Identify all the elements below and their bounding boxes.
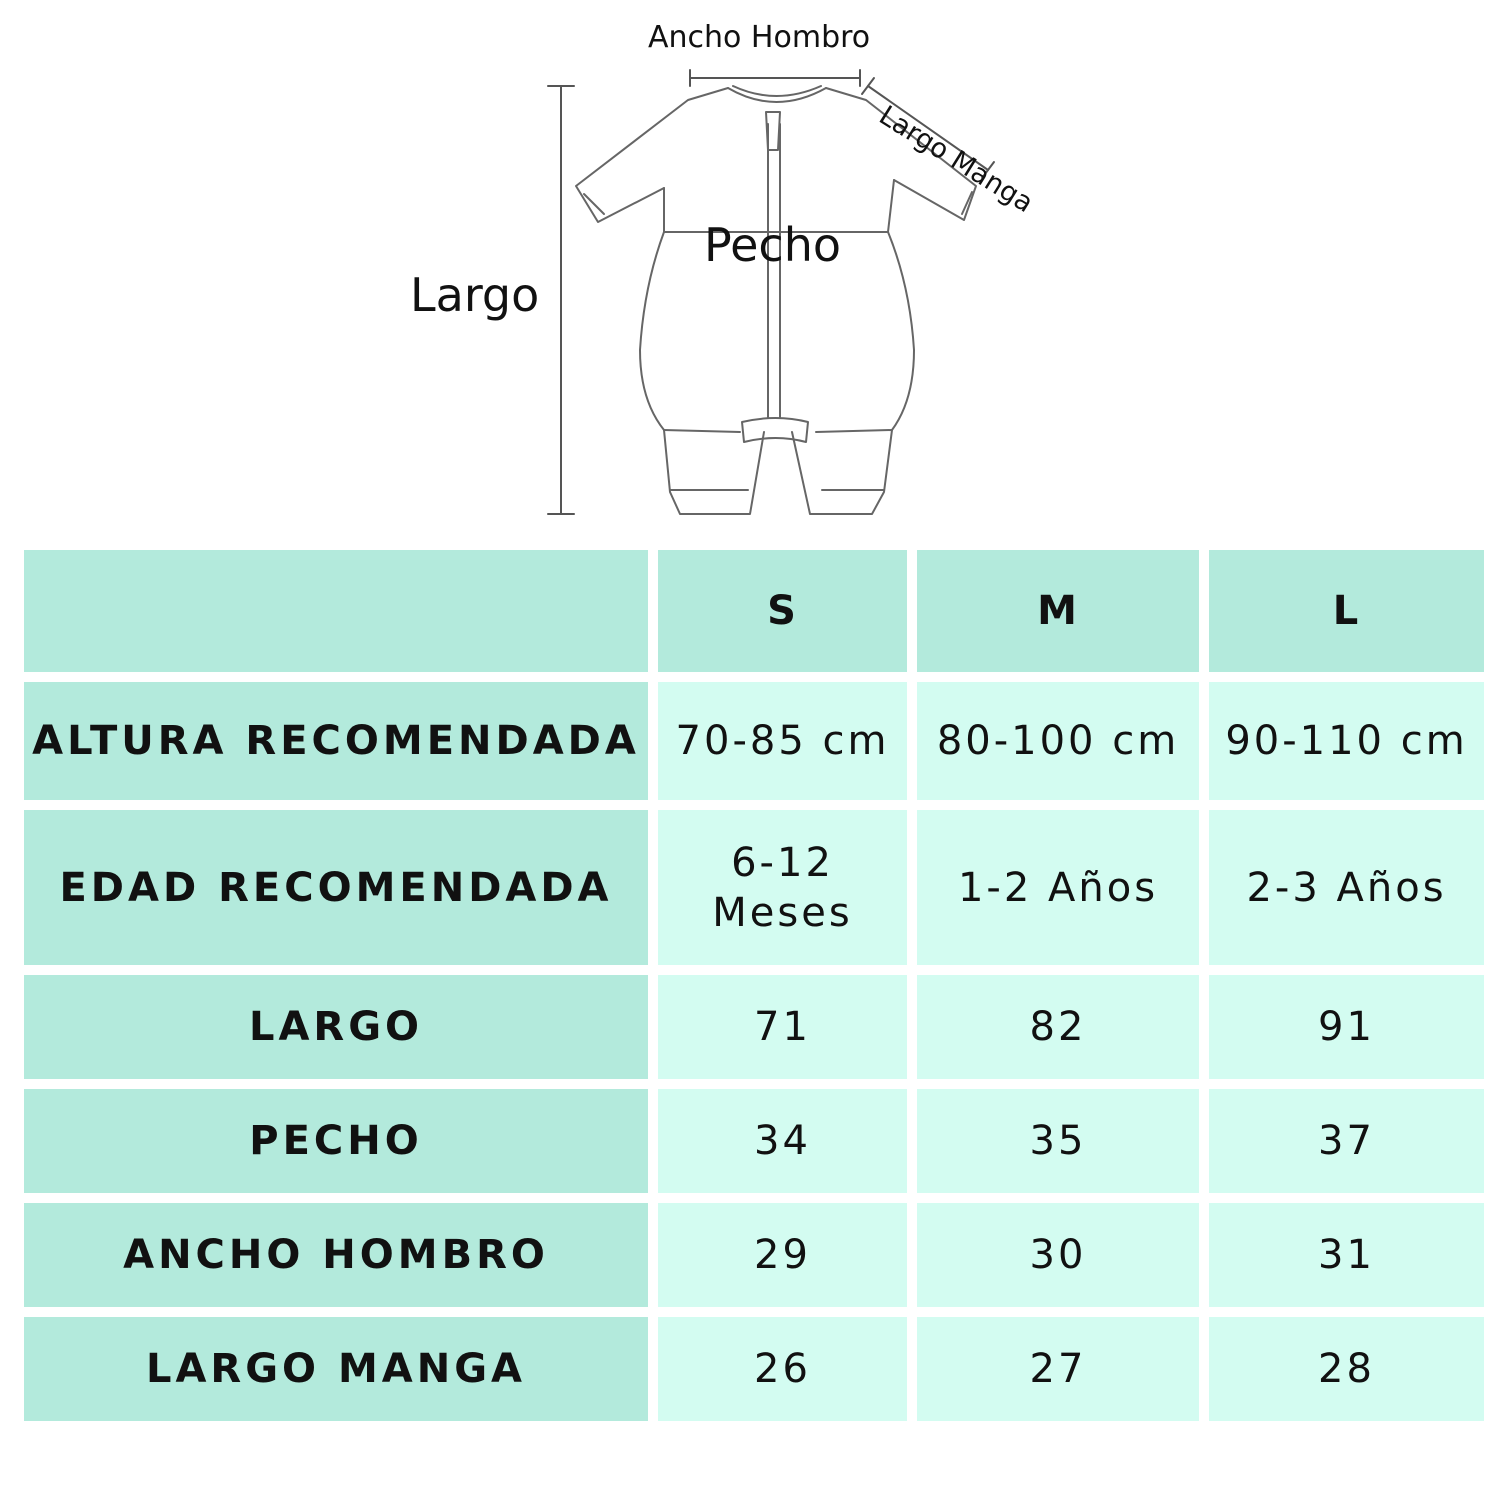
value-cell: 27 bbox=[917, 1317, 1199, 1421]
value-cell: 71 bbox=[658, 975, 907, 1079]
table-header-row bbox=[24, 550, 1484, 672]
table-row bbox=[24, 1203, 1484, 1307]
length-measure-line bbox=[548, 86, 574, 514]
value-cell: 90-110 cm bbox=[1209, 682, 1484, 800]
size-label: L bbox=[1332, 588, 1361, 634]
value-cell: 34 bbox=[658, 1089, 907, 1193]
row-label: ALTURA RECOMENDADA bbox=[24, 682, 648, 800]
row-label: LARGO MANGA bbox=[24, 1317, 648, 1421]
value-cell: 1-2 Años bbox=[917, 810, 1199, 965]
value-cell: 30 bbox=[917, 1203, 1199, 1307]
value-cell: 80-100 cm bbox=[917, 682, 1199, 800]
sleeve-length-label: Largo Manga bbox=[873, 100, 1039, 220]
value-cell: 31 bbox=[1209, 1203, 1484, 1307]
shoulder-width-label: Ancho Hombro bbox=[648, 20, 871, 55]
length-label: Largo bbox=[410, 268, 540, 322]
size-label: M bbox=[1037, 588, 1079, 634]
table-row bbox=[24, 1317, 1484, 1421]
row-label: EDAD RECOMENDADA bbox=[24, 810, 648, 965]
chest-label: Pecho bbox=[704, 218, 841, 272]
value-cell: 6-12 Meses bbox=[658, 810, 907, 965]
header-size-l bbox=[1209, 550, 1484, 672]
value-cell: 2-3 Años bbox=[1209, 810, 1484, 965]
table-row bbox=[24, 682, 1484, 800]
row-label: PECHO bbox=[24, 1089, 648, 1193]
value-cell: 70-85 cm bbox=[658, 682, 907, 800]
value-cell: 91 bbox=[1209, 975, 1484, 1079]
size-label: S bbox=[767, 588, 798, 634]
table-row bbox=[24, 1089, 1484, 1193]
value-cell: 26 bbox=[658, 1317, 907, 1421]
value-cell: 29 bbox=[658, 1203, 907, 1307]
header-empty-cell bbox=[24, 550, 648, 672]
value-cell: 35 bbox=[917, 1089, 1199, 1193]
table-row bbox=[24, 975, 1484, 1079]
table-row bbox=[24, 810, 1484, 965]
header-size-s bbox=[658, 550, 907, 672]
size-chart-table bbox=[24, 550, 1484, 1431]
header-size-m bbox=[917, 550, 1199, 672]
garment-diagram bbox=[0, 0, 1500, 540]
value-cell: 37 bbox=[1209, 1089, 1484, 1193]
value-cell: 82 bbox=[917, 975, 1199, 1079]
shoulder-width-measure-line bbox=[690, 70, 860, 86]
value-cell: 28 bbox=[1209, 1317, 1484, 1421]
row-label: ANCHO HOMBRO bbox=[24, 1203, 648, 1307]
row-label: LARGO bbox=[24, 975, 648, 1079]
